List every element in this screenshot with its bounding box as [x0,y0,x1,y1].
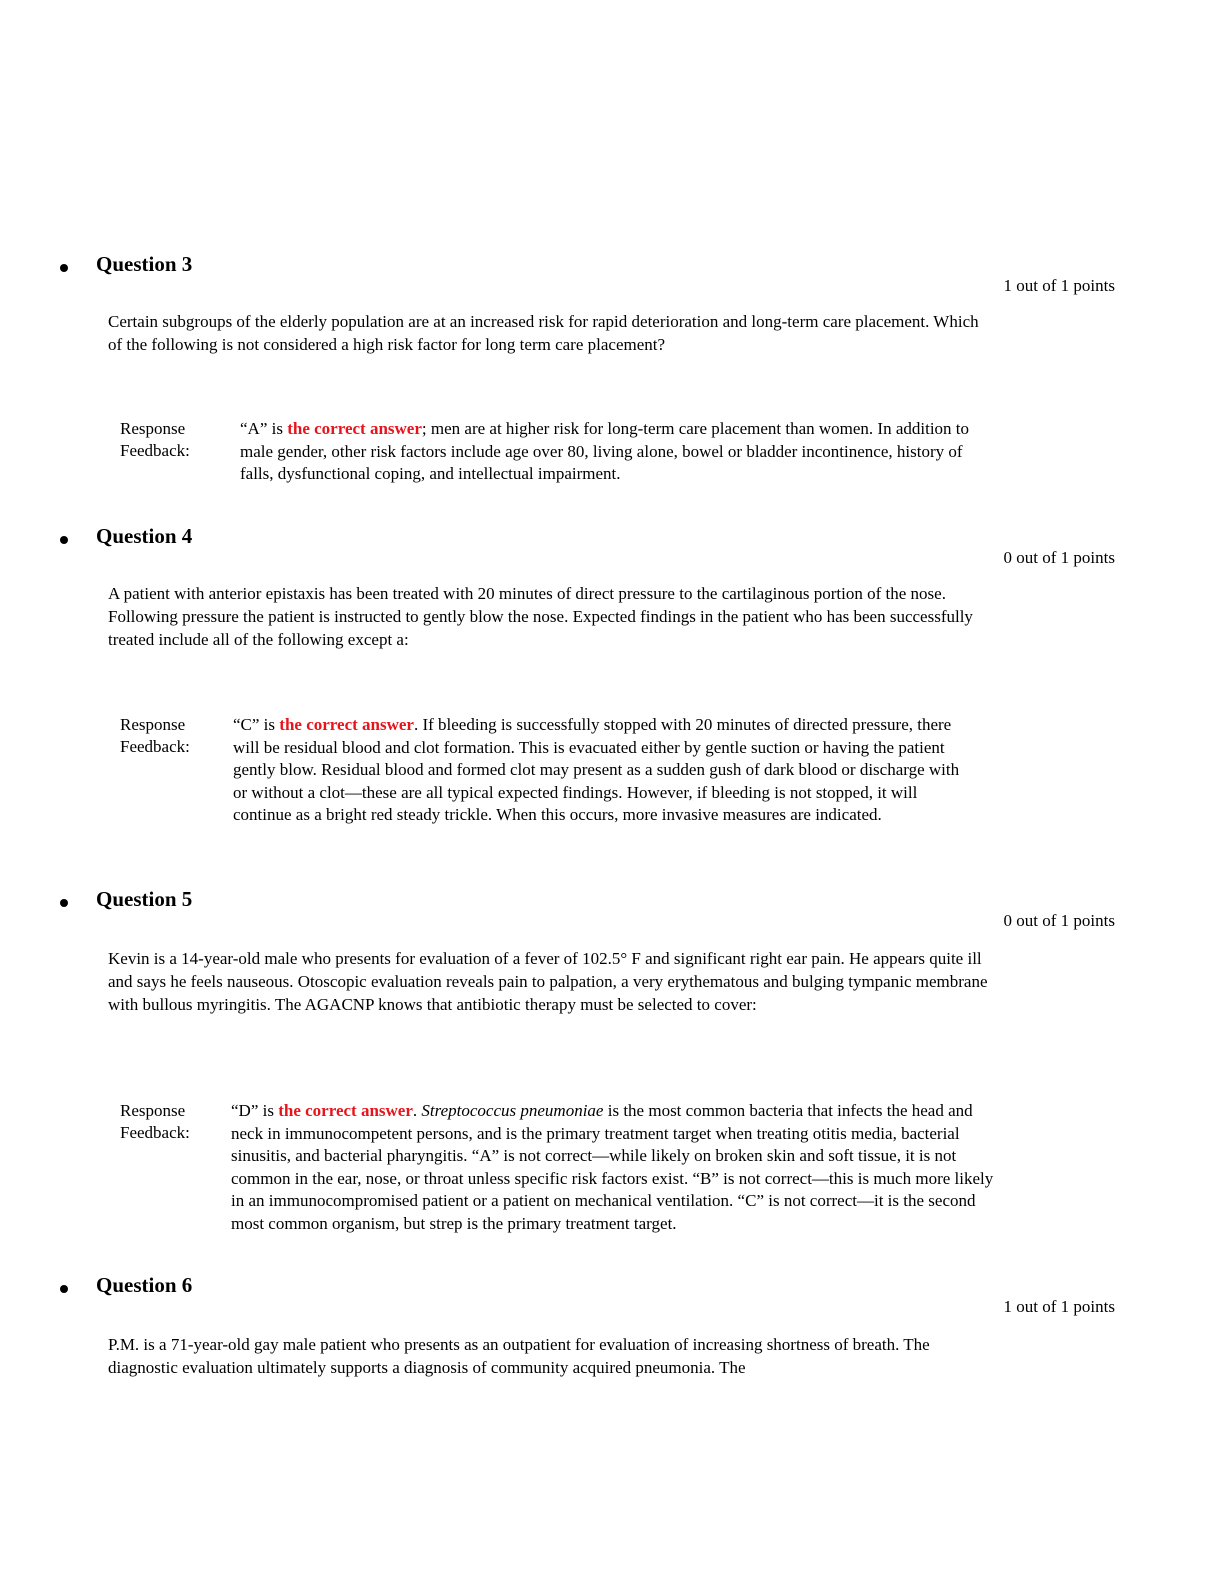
feedback-lead: “D” is [231,1101,279,1120]
bullet-icon [60,264,68,272]
correct-answer-highlight: the correct answer [279,715,414,734]
response-feedback [231,1100,996,1235]
correct-answer-highlight: the correct answer [287,419,422,438]
response-feedback-label: Response Feedback: [120,715,190,756]
feedback-body: is the most common bacteria that infects the head and neck in immunocompetent persons, and is the primary treatment target when treating otitis media, bacterial sinusitis, and bacterial pharyngitis. “A” is not correct—while likely on broken skin and soft tissue, it is not common in the ear, nose, or throat unless specific risk factors exist. “B” is not correct—this is much more likely in an immunocompromised patient or a patient on mechanical ventilation. “C” is not correct—it is the second most common organism, but strep is the primary treatment target. [231,1101,994,1233]
correct-answer-highlight: the correct answer [278,1101,413,1120]
question-points: 0 out of 1 points [1003,911,1115,930]
question-title: Question 3 [96,252,193,276]
bullet-icon [60,899,68,907]
organism-name: Streptococcus pneumoniae [421,1101,604,1120]
feedback-lead: “A” is [240,419,288,438]
feedback-mid: . [412,1101,422,1120]
question-text: Certain subgroups of the elderly population are at an increased risk for rapid deterioration and long-term care placement. Which of the following is not considered a high risk factor for long term care placement? [108,312,979,354]
bullet-icon [60,536,68,544]
question-text: Kevin is a 14-year-old male who presents for evaluation of a fever of 102.5° F and significant right ear pain. He appears quite ill and says he feels nauseous. Otoscopic evaluation reveals pain to palpation, a very erythematous and bulging tympanic membrane with bullous myringitis. The AGACNP knows that antibiotic therapy must be selected to cover: [108,949,988,1014]
question-text: P.M. is a 71-year-old gay male patient who presents as an outpatient for evaluation of increasing shortness of breath. The diagnostic evaluation ultimately supports a diagnosis of community acquired pneumonia. The [108,1335,930,1377]
response-feedback-label: Response Feedback: [120,419,190,460]
question-points: 1 out of 1 points [1003,1297,1115,1316]
question-title: Question 6 [96,1273,193,1297]
question-points: 0 out of 1 points [1003,548,1115,567]
question-title: Question 5 [96,887,193,911]
response-feedback [240,418,985,486]
response-feedback [233,714,975,827]
question-title: Question 4 [96,524,193,548]
question-points: 1 out of 1 points [1003,276,1115,295]
feedback-body: . If bleeding is successfully stopped with 20 minutes of directed pressure, there will be residual blood and clot formation. This is evacuated either by gentle suction or having the patient gently blow. Residual blood and formed clot may present as a sudden gush of dark blood or discharge with or without a clot—these are all typical expected findings. However, if bleeding is not stopped, it will continue as a bright red steady trickle. When this occurs, more invasive measures are indicated. [233,715,960,824]
response-feedback-label: Response Feedback: [120,1101,190,1142]
feedback-body: ; men are at higher risk for long-term care placement than women. In addition to male gender, other risk factors include age over 80, living alone, bowel or bladder incontinence, history of falls, dysfunctional coping, and intellectual impairment. [240,419,970,483]
feedback-lead: “C” is [233,715,280,734]
bullet-icon [60,1285,68,1293]
question-text: A patient with anterior epistaxis has been treated with 20 minutes of direct pressure to the cartilaginous portion of the nose. Following pressure the patient is instructed to gently blow the nose. Expected findings in the patient who has been successfully treated include all of the following except a: [108,584,973,649]
